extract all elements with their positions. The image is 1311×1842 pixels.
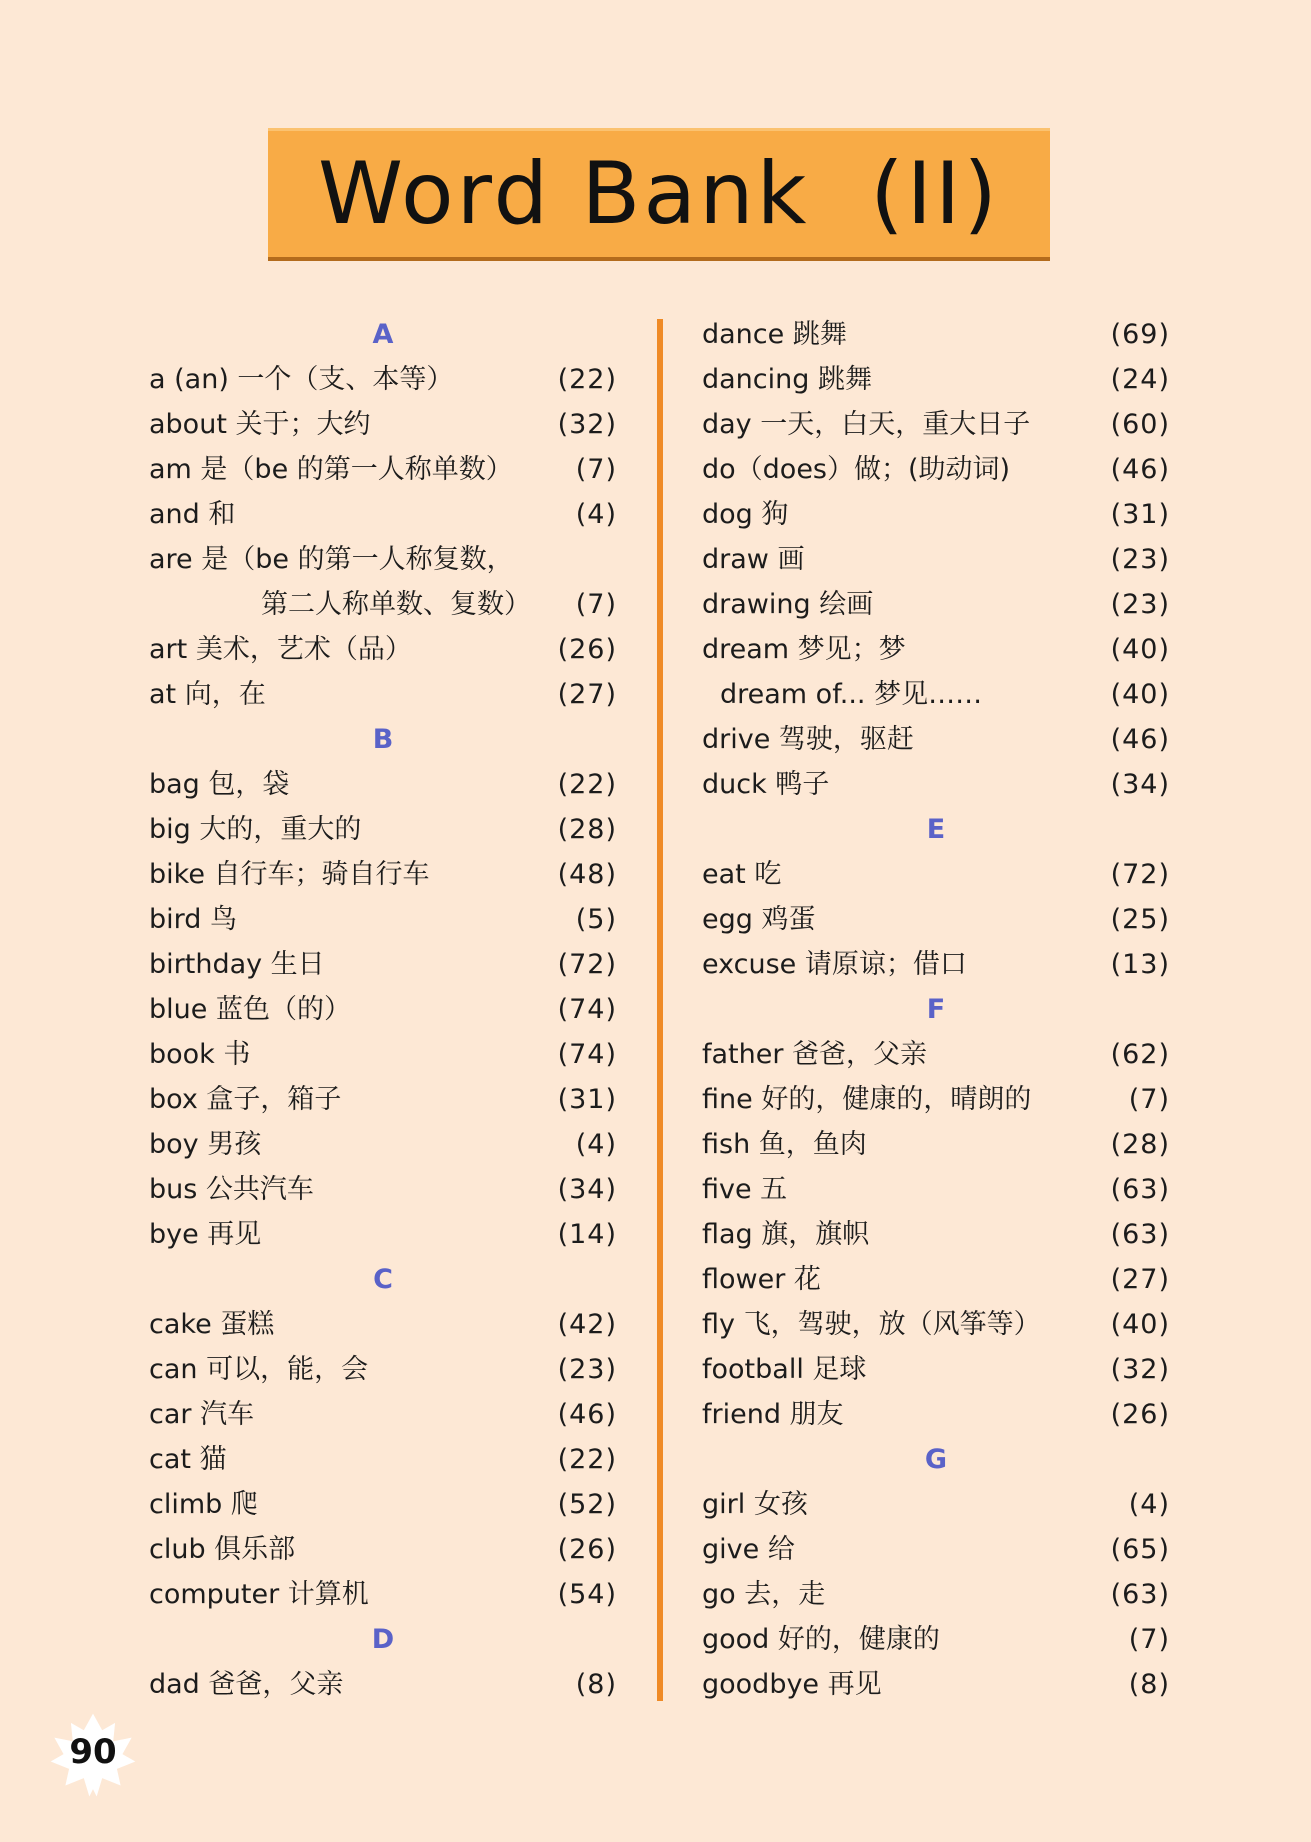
entry-page-ref: (69) bbox=[1110, 319, 1170, 350]
entry-page-ref: (13) bbox=[1110, 949, 1170, 980]
entry-word: birthday 生日 bbox=[149, 949, 325, 980]
word-entry bbox=[702, 1032, 1170, 1077]
section-letter-row bbox=[149, 717, 617, 762]
entry-word: 第二人称单数、复数） bbox=[261, 589, 531, 620]
entry-page-ref: (22) bbox=[557, 769, 617, 800]
word-entry bbox=[702, 357, 1170, 402]
entry-page-ref: (32) bbox=[557, 409, 617, 440]
entry-word: drive 驾驶，驱赶 bbox=[702, 724, 914, 755]
entry-page-ref: (72) bbox=[557, 949, 617, 980]
word-entry bbox=[702, 1482, 1170, 1527]
word-entry bbox=[702, 1572, 1170, 1617]
entry-page-ref: (23) bbox=[557, 1354, 617, 1385]
entry-word: computer 计算机 bbox=[149, 1579, 369, 1610]
word-entry bbox=[149, 1122, 617, 1167]
entry-page-ref: (46) bbox=[1110, 454, 1170, 485]
entry-page-ref: (7) bbox=[575, 454, 617, 485]
section-letter-row bbox=[149, 1617, 617, 1662]
entry-word: about 关于；大约 bbox=[149, 409, 371, 440]
word-entry bbox=[702, 1122, 1170, 1167]
entry-word: football 足球 bbox=[702, 1354, 867, 1385]
section-letter-row bbox=[149, 1257, 617, 1302]
entry-word: five 五 bbox=[702, 1174, 788, 1205]
word-entry bbox=[149, 447, 617, 492]
entry-page-ref: (5) bbox=[575, 904, 617, 935]
entry-page-ref: (4) bbox=[575, 499, 617, 530]
word-entry bbox=[149, 762, 617, 807]
entry-page-ref: (40) bbox=[1110, 634, 1170, 665]
word-entry bbox=[149, 582, 617, 627]
column-divider bbox=[657, 319, 663, 1701]
entry-word: excuse 请原谅；借口 bbox=[702, 949, 967, 980]
entry-page-ref: (72) bbox=[1110, 859, 1170, 890]
entry-page-ref: (8) bbox=[575, 1669, 617, 1700]
entry-word: box 盒子，箱子 bbox=[149, 1084, 342, 1115]
word-entry bbox=[149, 1302, 617, 1347]
entry-word: egg 鸡蛋 bbox=[702, 904, 816, 935]
entry-page-ref: (31) bbox=[557, 1084, 617, 1115]
entry-word: do（does）做；(助动词) bbox=[702, 454, 1011, 485]
entry-page-ref: (23) bbox=[1110, 589, 1170, 620]
word-entry bbox=[702, 942, 1170, 987]
entry-word: and 和 bbox=[149, 499, 236, 530]
word-entry bbox=[149, 627, 617, 672]
entry-page-ref: (23) bbox=[1110, 544, 1170, 575]
word-entry bbox=[702, 897, 1170, 942]
entry-word: give 给 bbox=[702, 1534, 795, 1565]
entry-word: bus 公共汽车 bbox=[149, 1174, 314, 1205]
entry-word: good 好的，健康的 bbox=[702, 1624, 940, 1655]
entry-word: cat 猫 bbox=[149, 1444, 227, 1475]
entry-word: a (an) 一个（支、本等） bbox=[149, 364, 454, 395]
right-column bbox=[702, 312, 1170, 1707]
left-column bbox=[149, 312, 617, 1707]
word-entry bbox=[702, 672, 1170, 717]
entry-page-ref: (26) bbox=[557, 634, 617, 665]
word-entry bbox=[702, 627, 1170, 672]
entry-word: boy 男孩 bbox=[149, 1129, 262, 1160]
word-entry bbox=[702, 492, 1170, 537]
entry-page-ref: (4) bbox=[1128, 1489, 1170, 1520]
entry-word: at 向，在 bbox=[149, 679, 266, 710]
entry-word: climb 爬 bbox=[149, 1489, 258, 1520]
word-entry bbox=[702, 312, 1170, 357]
word-entry bbox=[702, 1302, 1170, 1347]
entry-word: blue 蓝色（的） bbox=[149, 994, 351, 1025]
entry-word: bird 鸟 bbox=[149, 904, 237, 935]
entry-word: dream 梦见；梦 bbox=[702, 634, 906, 665]
entry-page-ref: (40) bbox=[1110, 679, 1170, 710]
entry-page-ref: (31) bbox=[1110, 499, 1170, 530]
section-letter: G bbox=[924, 1444, 948, 1475]
entry-page-ref: (46) bbox=[1110, 724, 1170, 755]
section-letter: F bbox=[926, 994, 946, 1025]
entry-page-ref: (34) bbox=[1110, 769, 1170, 800]
word-entry bbox=[149, 537, 617, 582]
word-entry bbox=[149, 1527, 617, 1572]
word-entry bbox=[702, 1077, 1170, 1122]
word-entry bbox=[149, 1077, 617, 1122]
word-entry bbox=[702, 717, 1170, 762]
entry-page-ref: (60) bbox=[1110, 409, 1170, 440]
entry-word: bag 包，袋 bbox=[149, 769, 290, 800]
entry-word: art 美术，艺术（品） bbox=[149, 634, 412, 665]
word-entry bbox=[149, 1392, 617, 1437]
entry-page-ref: (7) bbox=[575, 589, 617, 620]
entry-word: fish 鱼，鱼肉 bbox=[702, 1129, 867, 1160]
entry-word: flower 花 bbox=[702, 1264, 821, 1295]
entry-page-ref: (62) bbox=[1110, 1039, 1170, 1070]
entry-page-ref: (63) bbox=[1110, 1219, 1170, 1250]
entry-page-ref: (34) bbox=[557, 1174, 617, 1205]
entry-page-ref: (42) bbox=[557, 1309, 617, 1340]
entry-word: fine 好的，健康的，晴朗的 bbox=[702, 1084, 1032, 1115]
entry-page-ref: (25) bbox=[1110, 904, 1170, 935]
word-entry bbox=[702, 582, 1170, 627]
entry-page-ref: (46) bbox=[557, 1399, 617, 1430]
entry-word: dog 狗 bbox=[702, 499, 789, 530]
entry-page-ref: (27) bbox=[1110, 1264, 1170, 1295]
entry-page-ref: (32) bbox=[1110, 1354, 1170, 1385]
word-entry bbox=[149, 1662, 617, 1707]
entry-word: book 书 bbox=[149, 1039, 251, 1070]
word-entry bbox=[702, 537, 1170, 582]
word-entry bbox=[702, 762, 1170, 807]
word-entry bbox=[702, 1392, 1170, 1437]
entry-word: duck 鸭子 bbox=[702, 769, 830, 800]
entry-word: fly 飞，驾驶，放（风筝等） bbox=[702, 1309, 1041, 1340]
entry-page-ref: (65) bbox=[1110, 1534, 1170, 1565]
entry-page-ref: (48) bbox=[557, 859, 617, 890]
entry-word: club 俱乐部 bbox=[149, 1534, 296, 1565]
title-banner bbox=[268, 128, 1050, 261]
entry-word: goodbye 再见 bbox=[702, 1669, 882, 1700]
entry-page-ref: (4) bbox=[575, 1129, 617, 1160]
entry-page-ref: (26) bbox=[557, 1534, 617, 1565]
page-number: 90 bbox=[69, 1732, 117, 1772]
word-entry bbox=[149, 852, 617, 897]
entry-page-ref: (7) bbox=[1128, 1084, 1170, 1115]
word-entry bbox=[702, 852, 1170, 897]
word-entry bbox=[702, 1527, 1170, 1572]
entry-page-ref: (52) bbox=[557, 1489, 617, 1520]
word-entry bbox=[149, 987, 617, 1032]
section-letter: A bbox=[372, 319, 394, 350]
entry-page-ref: (26) bbox=[1110, 1399, 1170, 1430]
word-entry bbox=[702, 1617, 1170, 1662]
word-entry bbox=[702, 1167, 1170, 1212]
section-letter-row bbox=[702, 987, 1170, 1032]
word-entry bbox=[702, 402, 1170, 447]
word-entry bbox=[702, 1257, 1170, 1302]
section-letter-row bbox=[702, 1437, 1170, 1482]
word-entry bbox=[149, 1347, 617, 1392]
entry-word: father 爸爸，父亲 bbox=[702, 1039, 928, 1070]
word-entry bbox=[149, 492, 617, 537]
entry-page-ref: (28) bbox=[1110, 1129, 1170, 1160]
entry-page-ref: (27) bbox=[557, 679, 617, 710]
word-entry bbox=[702, 1212, 1170, 1257]
entry-word: dream of... 梦见…… bbox=[720, 679, 983, 710]
entry-page-ref: (28) bbox=[557, 814, 617, 845]
section-letter: E bbox=[926, 814, 946, 845]
word-entry bbox=[149, 1212, 617, 1257]
word-entry bbox=[149, 1572, 617, 1617]
section-letter: B bbox=[372, 724, 394, 755]
entry-word: dad 爸爸，父亲 bbox=[149, 1669, 344, 1700]
section-letter: D bbox=[371, 1624, 395, 1655]
word-entry bbox=[149, 897, 617, 942]
entry-page-ref: (63) bbox=[1110, 1174, 1170, 1205]
entry-word: dancing 跳舞 bbox=[702, 364, 872, 395]
entry-word: car 汽车 bbox=[149, 1399, 255, 1430]
section-letter: C bbox=[373, 1264, 393, 1295]
entry-word: draw 画 bbox=[702, 544, 805, 575]
entry-word: flag 旗，旗帜 bbox=[702, 1219, 870, 1250]
word-entry bbox=[702, 1662, 1170, 1707]
entry-word: cake 蛋糕 bbox=[149, 1309, 275, 1340]
entry-word: friend 朋友 bbox=[702, 1399, 844, 1430]
entry-page-ref: (54) bbox=[557, 1579, 617, 1610]
word-entry bbox=[149, 1437, 617, 1482]
entry-word: drawing 绘画 bbox=[702, 589, 874, 620]
word-entry bbox=[702, 1347, 1170, 1392]
word-entry bbox=[149, 1032, 617, 1077]
entry-page-ref: (74) bbox=[557, 1039, 617, 1070]
entry-word: am 是（be 的第一人称单数） bbox=[149, 454, 513, 485]
entry-word: are 是（be 的第一人称复数， bbox=[149, 544, 514, 575]
entry-page-ref: (8) bbox=[1128, 1669, 1170, 1700]
entry-word: day 一天，白天，重大日子 bbox=[702, 409, 1031, 440]
entry-word: big 大的，重大的 bbox=[149, 814, 362, 845]
entry-page-ref: (14) bbox=[557, 1219, 617, 1250]
entry-word: bike 自行车；骑自行车 bbox=[149, 859, 430, 890]
entry-page-ref: (40) bbox=[1110, 1309, 1170, 1340]
entry-page-ref: (74) bbox=[557, 994, 617, 1025]
entry-word: go 去，走 bbox=[702, 1579, 826, 1610]
entry-word: girl 女孩 bbox=[702, 1489, 808, 1520]
word-entry bbox=[702, 447, 1170, 492]
entry-page-ref: (63) bbox=[1110, 1579, 1170, 1610]
entry-word: eat 吃 bbox=[702, 859, 782, 890]
word-entry bbox=[149, 402, 617, 447]
word-entry bbox=[149, 1482, 617, 1527]
section-letter-row bbox=[702, 807, 1170, 852]
section-letter-row bbox=[149, 312, 617, 357]
entry-page-ref: (7) bbox=[1128, 1624, 1170, 1655]
word-entry bbox=[149, 672, 617, 717]
word-entry bbox=[149, 942, 617, 987]
entry-page-ref: (24) bbox=[1110, 364, 1170, 395]
entry-word: bye 再见 bbox=[149, 1219, 262, 1250]
word-entry bbox=[149, 357, 617, 402]
page-title: Word Bank (II) bbox=[318, 144, 1000, 244]
word-entry bbox=[149, 807, 617, 852]
entry-word: can 可以，能，会 bbox=[149, 1354, 369, 1385]
word-entry bbox=[149, 1167, 617, 1212]
entry-word: dance 跳舞 bbox=[702, 319, 847, 350]
entry-page-ref: (22) bbox=[557, 364, 617, 395]
entry-page-ref: (22) bbox=[557, 1444, 617, 1475]
